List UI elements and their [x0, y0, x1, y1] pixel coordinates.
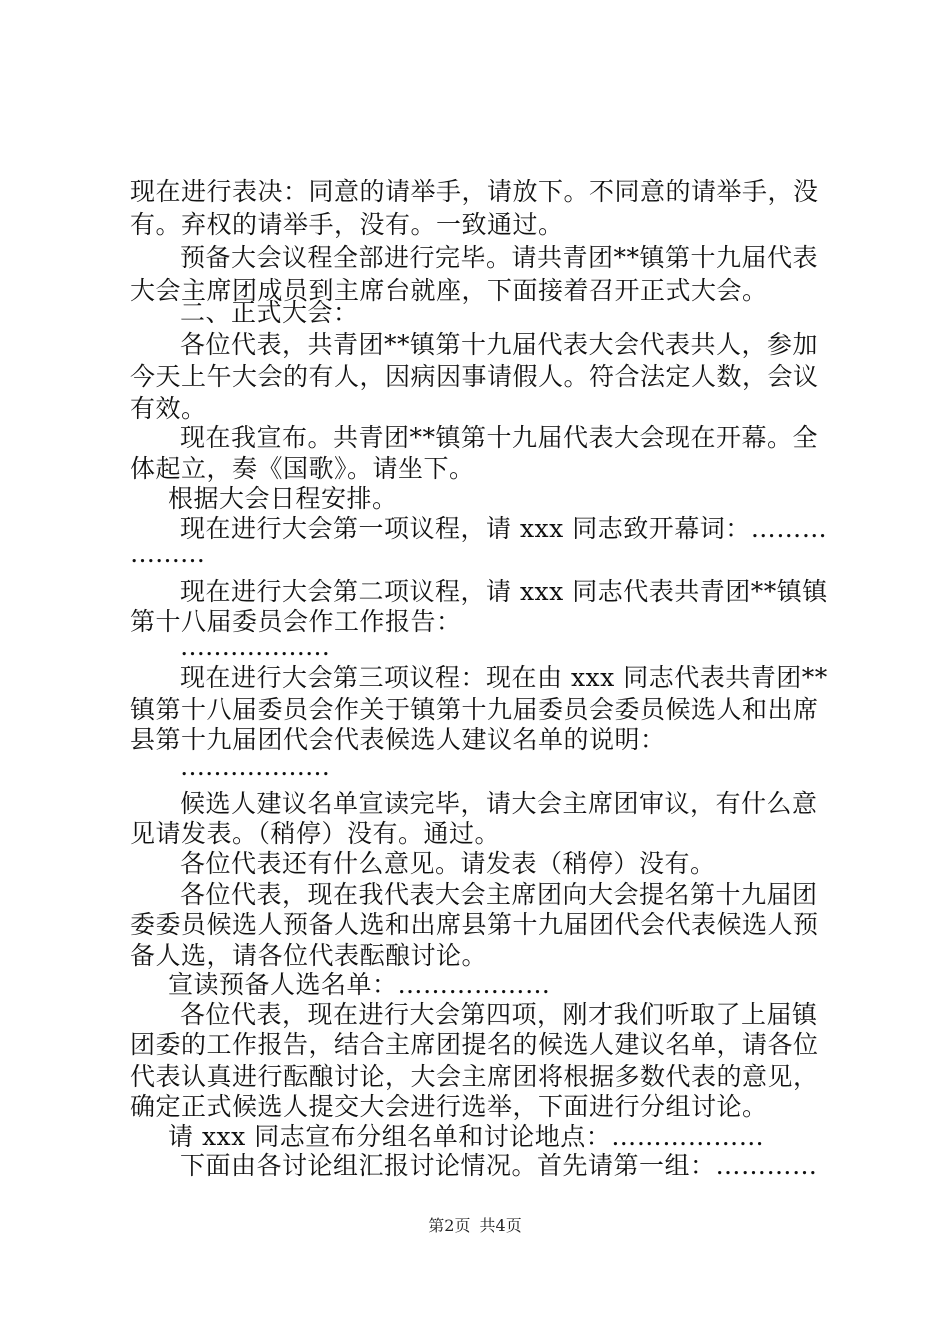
paragraph-line: 今天上午大会的有人，因病因事请假人。符合法定人数，会议 — [130, 362, 819, 391]
paragraph-line: 各位代表还有什么意见。请发表（稍停）没有。 — [180, 849, 716, 878]
paragraph-line: 有。弃权的请举手，没有。一致通过。 — [130, 210, 564, 239]
paragraph-line: 现在进行表决：同意的请举手，请放下。不同意的请举手，没 — [130, 177, 819, 206]
paragraph-line: 现在进行大会第三项议程：现在由 xxx 同志代表共青团** — [180, 663, 828, 692]
paragraph-line: 候选人建议名单宣读完毕，请大会主席团审议，有什么意 — [180, 789, 818, 818]
placeholder-dots: ……………… — [180, 752, 330, 781]
paragraph-line: 备人选，请各位代表酝酿讨论。 — [130, 941, 488, 970]
paragraph-line: 预备大会议程全部进行完毕。请共青团**镇第十九届代表 — [180, 243, 819, 272]
paragraph-line: 现在进行大会第一项议程，请 xxx 同志致开幕词：……… — [180, 514, 828, 543]
placeholder-dots: ……………… — [180, 632, 330, 661]
page-total: 共4页 — [479, 1216, 522, 1235]
placeholder-dots: ……… — [130, 539, 205, 568]
paragraph-line: 根据大会日程安排。 — [168, 484, 398, 513]
paragraph-line: 下面由各讨论组汇报讨论情况。首先请第一组：………… — [180, 1151, 818, 1180]
paragraph-line: 第十八届委员会作工作报告： — [130, 607, 462, 636]
paragraph-line: 委委员候选人预备人选和出席县第十九届团代会代表候选人预 — [130, 910, 819, 939]
paragraph-line: 有效。 — [130, 394, 207, 423]
page-number: 第2页 — [428, 1216, 471, 1235]
paragraph-line: 现在进行大会第二项议程，请 xxx 同志代表共青团**镇镇 — [180, 577, 828, 606]
paragraph-line: 各位代表，现在我代表大会主席团向大会提名第十九届团 — [180, 880, 818, 909]
paragraph-line: 宣读预备人选名单：……………… — [168, 970, 551, 999]
paragraph-line: 见请发表。（稍停）没有。通过。 — [130, 819, 501, 848]
page-footer — [0, 1216, 950, 1236]
paragraph-line: 镇第十八届委员会作关于镇第十九届委员会委员候选人和出席 — [130, 695, 819, 724]
paragraph-line: 确定正式候选人提交大会进行选举，下面进行分组讨论。 — [130, 1092, 768, 1121]
paragraph-line: 大会主席团成员到主席台就座，下面接着召开正式大会。 — [130, 276, 768, 305]
paragraph-line: 体起立，奏《国歌》。请坐下。 — [130, 454, 475, 483]
section-heading: 二、正式大会： — [180, 298, 359, 327]
paragraph-line: 团委的工作报告，结合主席团提名的候选人建议名单，请各位 — [130, 1030, 819, 1059]
paragraph-line: 代表认真进行酝酿讨论，大会主席团将根据多数代表的意见， — [130, 1062, 819, 1091]
paragraph-line: 请 xxx 同志宣布分组名单和讨论地点：……………… — [168, 1122, 765, 1151]
paragraph-line: 县第十九届团代会代表候选人建议名单的说明： — [130, 725, 666, 754]
paragraph-line: 各位代表，共青团**镇第十九届代表大会代表共人，参加 — [180, 330, 819, 359]
paragraph-line: 各位代表，现在进行大会第四项，刚才我们听取了上届镇 — [180, 1000, 818, 1029]
paragraph-line: 现在我宣布。共青团**镇第十九届代表大会现在开幕。全 — [180, 423, 819, 452]
